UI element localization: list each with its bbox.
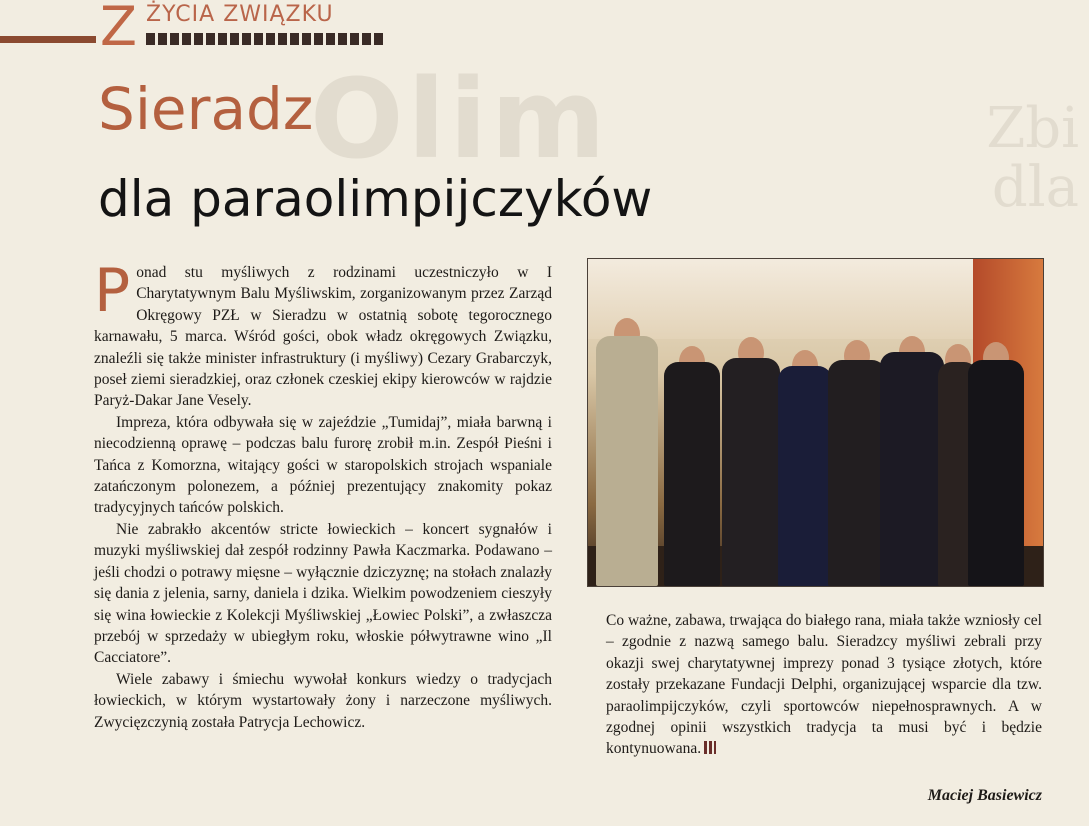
rubric-title: ŻYCIA ZWIĄZKU — [146, 2, 334, 27]
background-ghost-text: Olim — [310, 55, 610, 183]
article-closing-paragraph — [606, 610, 1042, 760]
article-paragraph-1 — [94, 256, 552, 412]
photo-person — [828, 314, 886, 586]
article-left-column — [94, 256, 552, 733]
photo-person — [722, 311, 780, 586]
headline-line1: Sieradz — [98, 75, 314, 143]
closing-text: Co ważne, zabawa, trwająca do białego rana, miała także wzniosły cel – zgodnie z nazwą samego balu. Sieradzcy myśliwi zebrali przy okazji swej charytatywnej imprezy ponad 3 tysiące złotych, które zostały przekazane Fundacji Delphi, organizującej wsparcie dla tzw. paraolimpijczyków, czyli sportowców niepełnosprawnych. A w zgodnej opinii wszystkich tradycja ta musi być i będzie kontynuowana. — [606, 612, 1042, 758]
rubric-bar — [146, 33, 386, 45]
rubric-letter: Z — [100, 0, 137, 58]
rubric-rule — [0, 36, 96, 43]
end-mark-icon — [704, 741, 716, 754]
article-paragraph-4: Wiele zabawy i śmiechu wywołał konkurs wiedzy o tradycjach łowieckich, w którym wystartowały żony i narzeczone myśliwych. Zwycięzczynią została Patrycja Lechowicz. — [94, 670, 552, 731]
background-ghost-text-right: Zbi dla — [986, 96, 1079, 220]
photo-person — [778, 328, 832, 586]
article-paragraph-3: Nie zabrakło akcentów stricte łowieckich – koncert sygnałów i muzyki myśliwskiej dał zespół rodzinny Pawła Kaczmarka. Podawano – jeśli chodzi o potrawy mięsne – wyłącznie dziczyznę; na stołach znalazły się dania z jelenia, sarny, daniela i dzika. Wielkim powodzeniem cieszyły się wina łowieckie z Kolekcji Myśliwskiej „Łowiec Polski”, a zwłaszcza przebój w sprzedaży w ubiegłym roku, włoskie półwytrawne wino „Il Cacciatore”. — [94, 520, 552, 667]
group-photo — [587, 258, 1044, 587]
paragraph-text: onad stu myśliwych z rodzinami uczestniczyło w I Charytatywnym Balu Myśliwskim, zorganizowanym przez Zarząd Okręgowy PZŁ w Sieradzu w ostatnią sobotę tegorocznego karnawału, 5 marca. Wśród gości, obok władz okręgowych Związku, znaleźli się także minister infrastruktury (i myśliwy) Cezary Grabarczyk, poseł ziemi sieradzkiej, oraz członek czeskiej ekipy kierowców w rajdzie Paryż-Dakar Jane Vesely. — [94, 264, 552, 410]
photo-person — [596, 296, 658, 586]
photo-person — [664, 324, 720, 586]
article-right-column — [606, 610, 1042, 760]
photo-person — [968, 324, 1024, 586]
drop-cap: P — [94, 256, 131, 326]
photo-person — [880, 314, 944, 586]
article-paragraph-2: Impreza, która odbywała się w zajeździe „Tumidaj”, miała barwną i niecodzienną oprawę – podczas balu furorę zrobił m.in. Zespół Pieśni i Tańca z Komorzna, witający gości w staropolskich strojach wspaniale zatańczonym polonezem, a później prezentujący znakomity pokaz tradycyjnych tańców polskich. — [94, 413, 552, 517]
headline-line2: dla paraolimpijczyków — [98, 170, 653, 228]
author-byline: Maciej Basiewicz — [927, 787, 1042, 804]
